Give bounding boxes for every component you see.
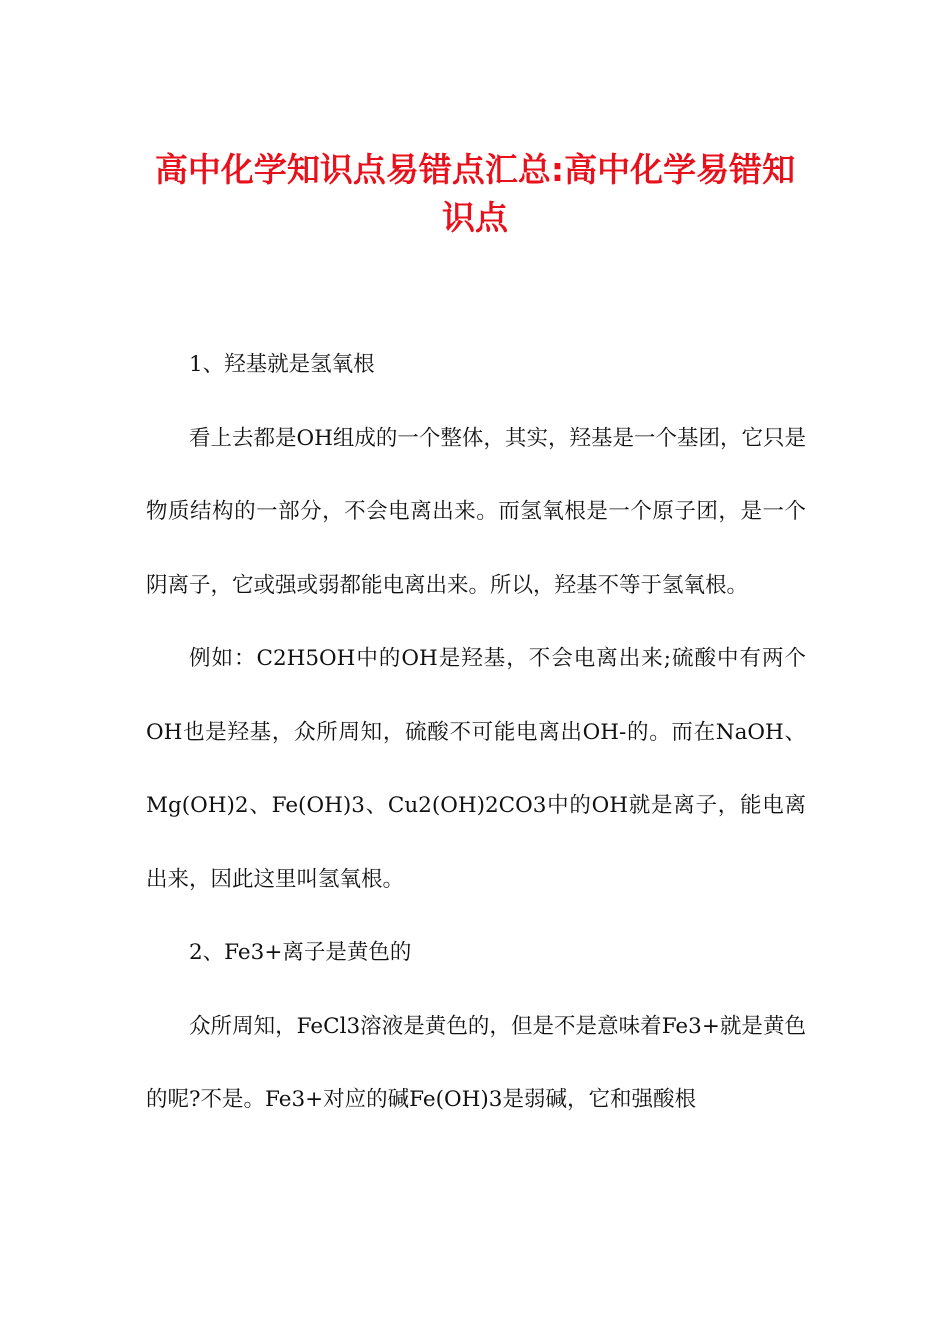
heading-2-fe3-ion: 2、Fe3+离子是黄色的 bbox=[189, 940, 412, 965]
document-title: 高中化学知识点易错点汇总:高中化学易错知识点 bbox=[154, 150, 796, 237]
paragraph-hydroxyl-explanation: 看上去都是OH组成的一个整体，其实，羟基是一个基团，它只是物质结构的一部分，不会电离出来。而氢氧根是一个原子团，是一个阴离子，它或强或弱都能电离出来。所以，羟基不等于氢氧根。 bbox=[146, 425, 806, 598]
paragraph-hydroxyl-examples: 例如：C2H5OH中的OH是羟基，不会电离出来;硫酸中有两个OH也是羟基，众所周知，硫酸不可能电离出OH-的。而在NaOH、Mg(OH)2、Fe(OH)3、Cu2(OH)2CO3中的OH就是离子，能电离出来，因此这里叫氢氧根。 bbox=[146, 646, 806, 892]
heading-1-hydroxyl: 1、羟基就是氢氧根 bbox=[189, 352, 375, 377]
document-body bbox=[146, 328, 806, 1137]
paragraph-fe3-explanation: 众所周知，FeCl3溶液是黄色的，但是不是意味着Fe3+就是黄色的呢?不是。Fe3+对应的碱Fe(OH)3是弱碱，它和强酸根 bbox=[146, 1013, 806, 1112]
